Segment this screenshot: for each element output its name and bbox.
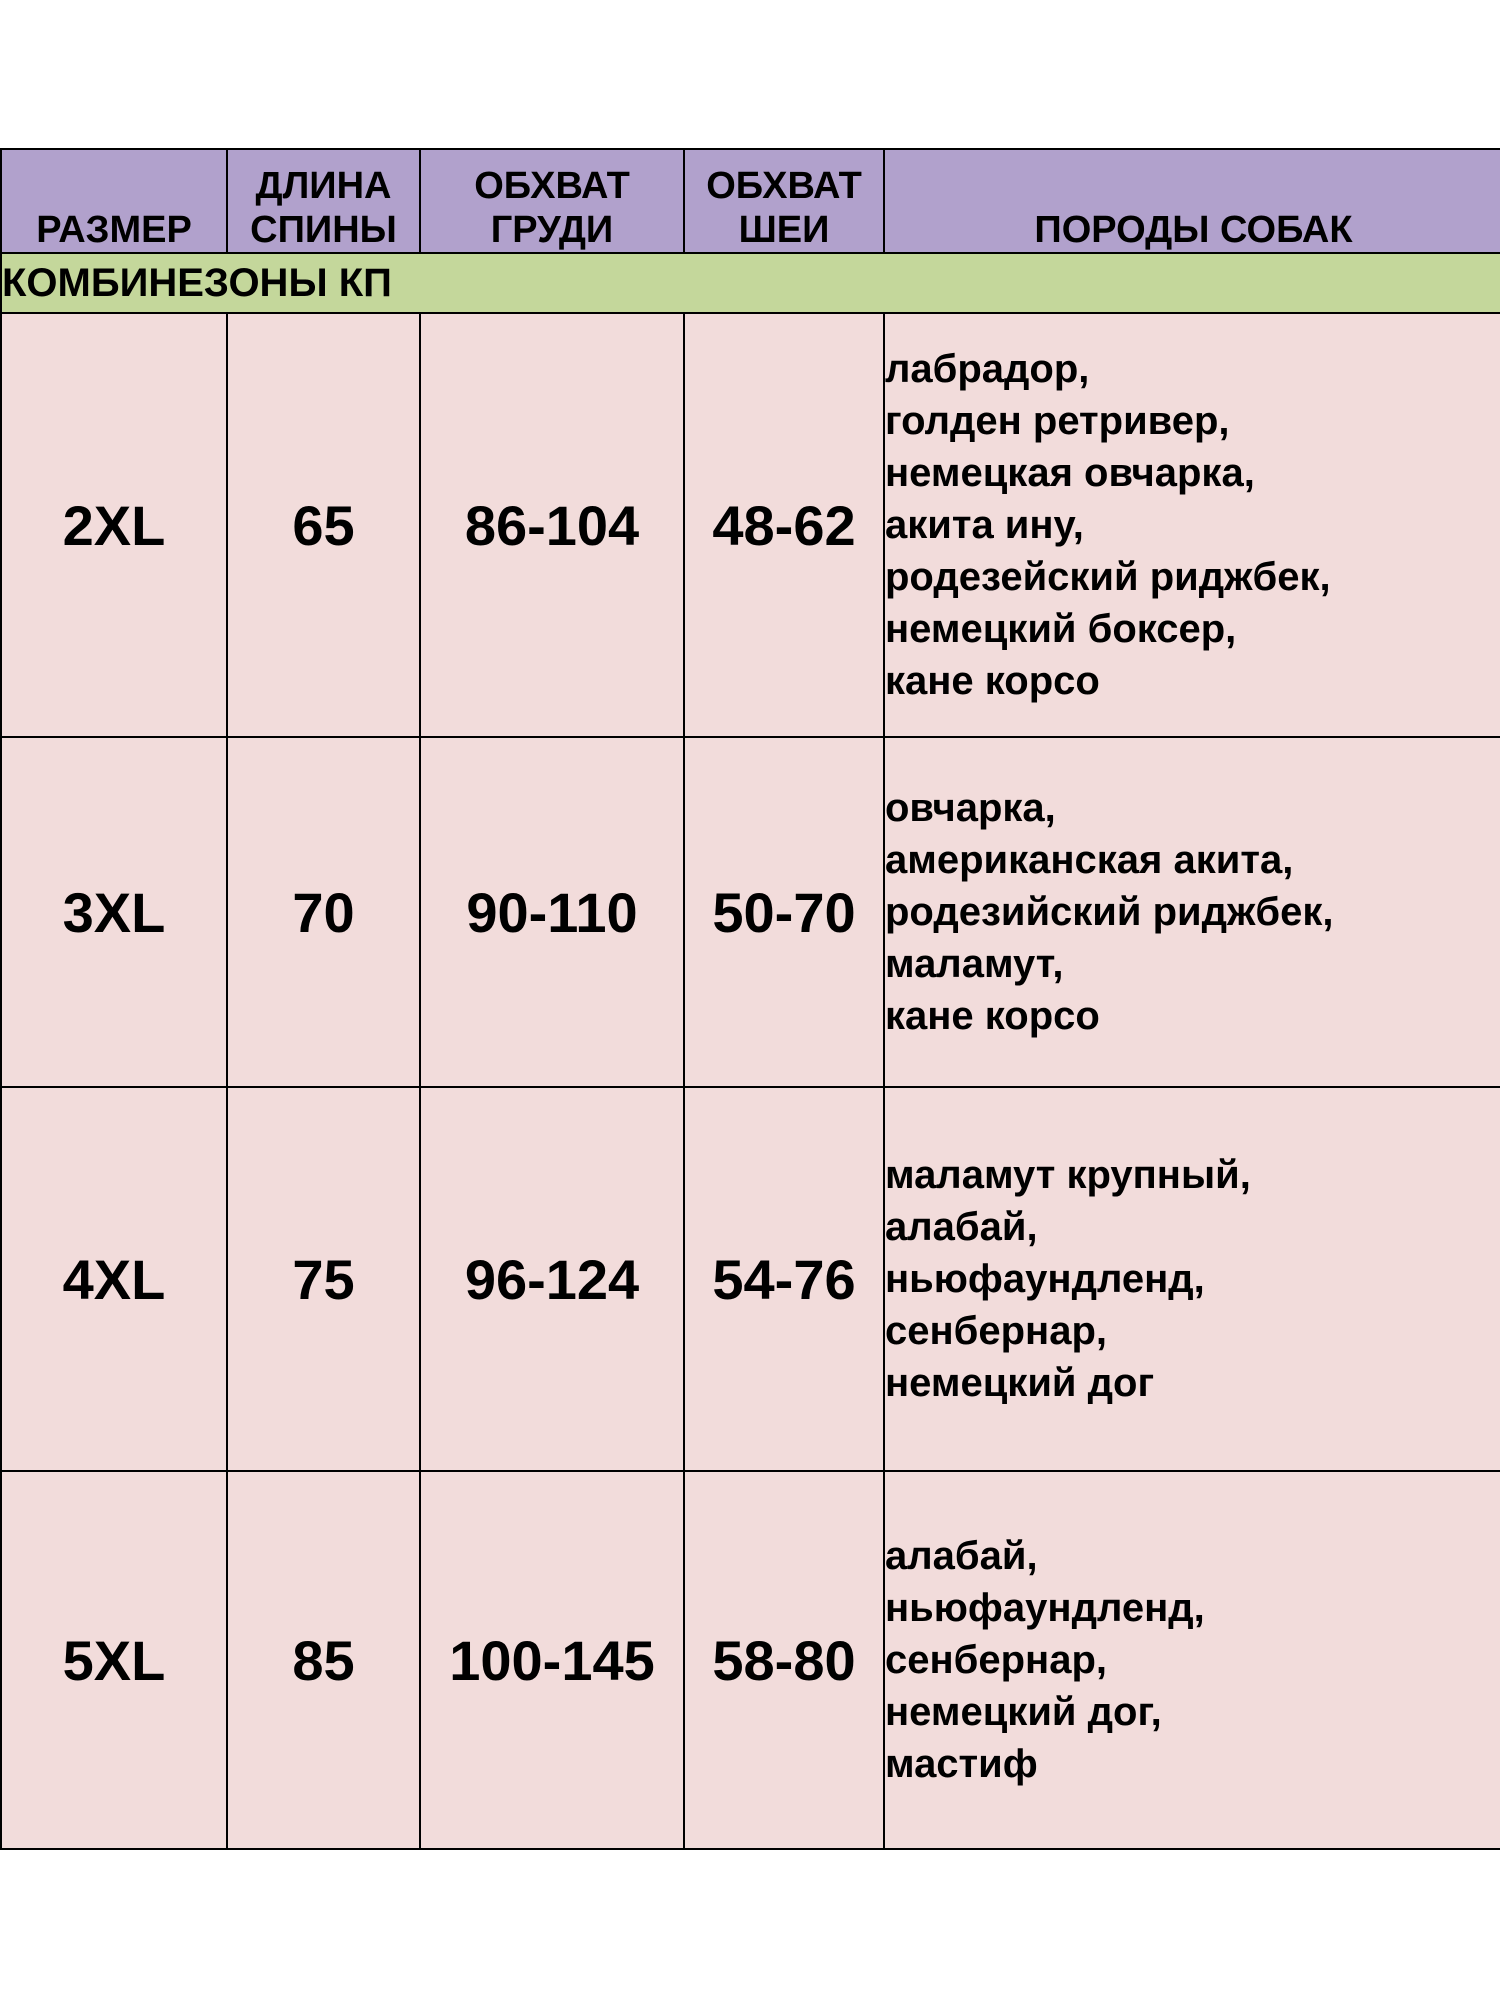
size-cell: 4XL: [1, 1087, 227, 1471]
header-neck-girth: [684, 149, 884, 253]
header-back-length-line: ДЛИНА: [255, 165, 392, 207]
chest-girth-cell: 90-110: [420, 737, 684, 1087]
breed-name: алабай,: [885, 1534, 1038, 1578]
table-row: [1, 313, 1500, 737]
breed-name: немецкий дог,: [885, 1690, 1162, 1734]
breed-name: сенбернар,: [885, 1309, 1107, 1353]
breed-name: овчарка,: [885, 786, 1056, 830]
table-header-row: [1, 149, 1500, 253]
header-size-line: РАЗМЕР: [36, 209, 192, 251]
breed-name: акита ину,: [885, 503, 1084, 547]
breed-name: немецкий боксер,: [885, 607, 1237, 651]
header-neck-girth-line: ОБХВАТ: [706, 165, 862, 207]
header-chest-girth-line: ГРУДИ: [490, 209, 614, 251]
breed-name: маламут,: [885, 942, 1064, 986]
header-neck-girth-line: ШЕИ: [738, 209, 830, 251]
size-cell: 3XL: [1, 737, 227, 1087]
breed-name: кане корсо: [885, 659, 1100, 703]
breed-name: сенбернар,: [885, 1638, 1107, 1682]
table-row: [1, 1471, 1500, 1849]
table-row: [1, 737, 1500, 1087]
back-length-cell: 70: [227, 737, 420, 1087]
neck-girth-cell: 50-70: [684, 737, 884, 1087]
neck-girth-cell: 58-80: [684, 1471, 884, 1849]
breeds-cell: [884, 1471, 1500, 1849]
breeds-cell: [884, 313, 1500, 737]
chest-girth-cell: 96-124: [420, 1087, 684, 1471]
section-row: [1, 253, 1500, 313]
breed-name: родезийский риджбек,: [885, 890, 1334, 934]
size-cell: 5XL: [1, 1471, 227, 1849]
header-chest-girth: [420, 149, 684, 253]
breed-name: немецкий дог: [885, 1361, 1155, 1405]
back-length-cell: 85: [227, 1471, 420, 1849]
breed-name: ньюфаундленд,: [885, 1257, 1205, 1301]
chest-girth-cell: 100-145: [420, 1471, 684, 1849]
breed-name: немецкая овчарка,: [885, 451, 1255, 495]
breed-name: голден ретривер,: [885, 399, 1230, 443]
back-length-cell: 65: [227, 313, 420, 737]
breed-name: маламут крупный,: [885, 1153, 1251, 1197]
breed-name: лабрадор,: [885, 347, 1090, 391]
neck-girth-cell: 48-62: [684, 313, 884, 737]
neck-girth-cell: 54-76: [684, 1087, 884, 1471]
breed-name: американская акита,: [885, 838, 1294, 882]
breeds-cell: [884, 737, 1500, 1087]
size-chart-table: [0, 148, 1500, 1850]
size-cell: 2XL: [1, 313, 227, 737]
breed-name: мастиф: [885, 1742, 1038, 1786]
section-title: КОМБИНЕЗОНЫ КП: [1, 253, 1500, 313]
chest-girth-cell: 86-104: [420, 313, 684, 737]
header-back-length-line: СПИНЫ: [250, 209, 397, 251]
header-size: [1, 149, 227, 253]
header-dog-breeds: [884, 149, 1500, 253]
breed-name: алабай,: [885, 1205, 1038, 1249]
header-dog-breeds-line: ПОРОДЫ СОБАК: [1034, 209, 1353, 251]
breeds-cell: [884, 1087, 1500, 1471]
header-chest-girth-line: ОБХВАТ: [474, 165, 630, 207]
table-row: [1, 1087, 1500, 1471]
breed-name: родезейский риджбек,: [885, 555, 1331, 599]
breed-name: ньюфаундленд,: [885, 1586, 1205, 1630]
back-length-cell: 75: [227, 1087, 420, 1471]
header-back-length: [227, 149, 420, 253]
breed-name: кане корсо: [885, 994, 1100, 1038]
